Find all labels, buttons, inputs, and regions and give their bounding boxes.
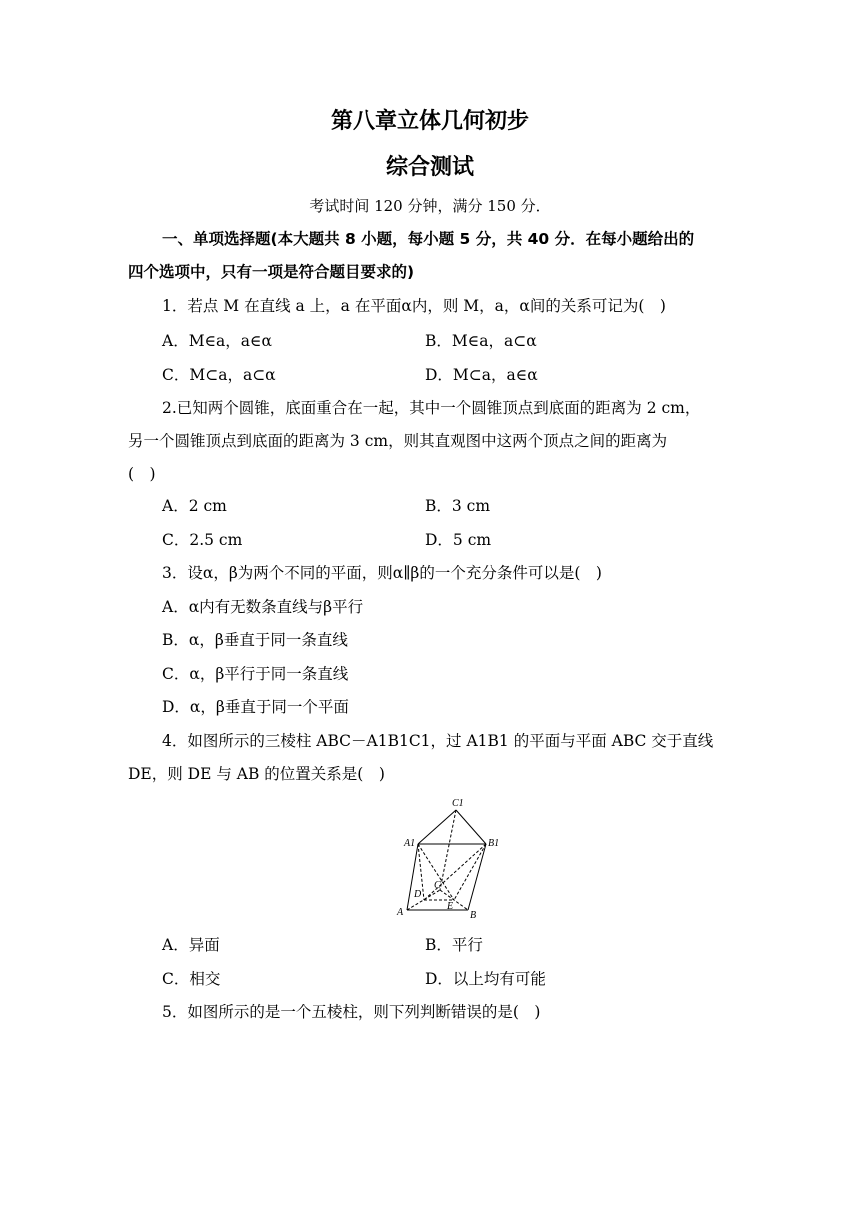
q2-option-a: A．2 cm [162, 497, 227, 515]
page-subtitle: 综合测试 [385, 155, 474, 180]
edge-b1-e [454, 844, 486, 900]
label-a1: A1 [404, 838, 416, 849]
q4-stem-line1: 4．如图所示的三棱柱 ABC－A1B1C1，过 A1B1 的平面与平面 ABC 交于直线 [162, 732, 714, 750]
q3-option-a: A．α内有无数条直线与β平行 [162, 598, 364, 616]
label-e: E [447, 901, 454, 912]
label-c: C [434, 880, 441, 891]
exam-info: 考试时间 120 分钟，满分 150 分． [309, 197, 551, 215]
edge-c1-a1 [418, 810, 456, 844]
q2-option-d: D．5 cm [425, 531, 492, 549]
q2-stem-line1: 2.已知两个圆锥，底面重合在一起，其中一个圆锥顶点到底面的距离为 2 cm， [162, 399, 701, 417]
q2-option-c: C．2.5 cm [162, 531, 243, 549]
q3-stem: 3．设α，β为两个不同的平面，则α∥β的一个充分条件可以是( ) [162, 564, 602, 582]
q5-stem: 5．如图所示的是一个五棱柱，则下列判断错误的是( ) [162, 1003, 541, 1021]
q4-option-c: C．相交 [162, 970, 221, 988]
q3-option-b: B．α，β垂直于同一条直线 [162, 631, 348, 649]
q2-stem-line3: ( ) [128, 465, 156, 483]
q3-option-c: C．α，β平行于同一条直线 [162, 665, 349, 683]
q2-option-b: B．3 cm [425, 497, 491, 515]
q4-option-a: A．异面 [162, 936, 220, 954]
q1-option-b: B．M∈a，a⊂α [425, 332, 537, 350]
q1-option-c: C．M⊂a，a⊂α [162, 366, 276, 384]
label-a: A [397, 907, 404, 918]
q4-option-d: D．以上均有可能 [425, 970, 546, 988]
edge-a1-a [407, 844, 418, 910]
label-d: D [414, 889, 422, 900]
q4-option-b: B．平行 [425, 936, 483, 954]
q4-stem-line2: DE，则 DE 与 AB 的位置关系是( ) [128, 765, 385, 783]
q3-option-d: D．α，β垂直于同一个平面 [162, 698, 349, 716]
edge-c1-b1 [456, 810, 486, 844]
section-heading-line1: 一、单项选择题(本大题共 8 小题，每小题 5 分，共 40 分．在每小题给出的 [162, 230, 695, 248]
q1-option-d: D．M⊂a，a∈α [425, 366, 538, 384]
triangular-prism-figure [390, 794, 510, 922]
q1-stem: 1．若点 M 在直线 a 上，a 在平面α内，则 M，a，α间的关系可记为( ) [162, 297, 666, 315]
section-heading-line2: 四个选项中，只有一项是符合题目要求的) [128, 263, 415, 281]
label-b1: B1 [488, 838, 500, 849]
q1-option-a: A．M∈a，a∈α [162, 332, 272, 350]
diag-b1-d [424, 844, 486, 900]
label-b: B [470, 910, 477, 921]
chapter-title: 第八章立体几何初步 [330, 109, 529, 134]
q2-stem-line2: 另一个圆锥顶点到底面的距离为 3 cm，则其直观图中这两个顶点之间的距离为 [128, 432, 668, 450]
label-c1: C1 [452, 798, 464, 809]
edge-b1-b [468, 844, 486, 910]
